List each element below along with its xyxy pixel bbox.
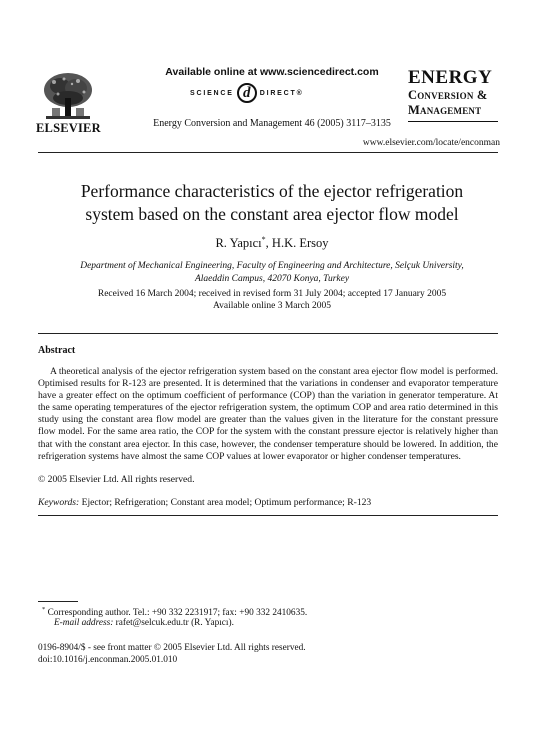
abstract-copyright: © 2005 Elsevier Ltd. All rights reserved. xyxy=(38,474,195,485)
author-2[interactable]: H.K. Ersoy xyxy=(271,236,329,251)
affiliation-line2: Alaeddin Campus, 42070 Konya, Turkey xyxy=(194,274,350,284)
abstract-body xyxy=(38,366,498,463)
abstract-heading: Abstract xyxy=(38,345,76,356)
email-footnote xyxy=(54,618,234,628)
keywords-list: Ejector; Refrigeration; Constant area model; Optimum performance; R-123 xyxy=(81,497,372,508)
email-link[interactable]: rafet@selcuk.edu.tr xyxy=(115,618,189,628)
article-title-line2: system based on the constant area ejector flow model xyxy=(85,204,459,224)
journal-brand-line3: Management xyxy=(408,102,482,117)
header-divider xyxy=(38,152,498,153)
sciencedirect-left-word: SCIENCE xyxy=(190,89,234,97)
abstract-text: A theoretical analysis of the ejector refrigeration system based on the constant area ejector flow model is performed. Optimised results for R-123 are presented. It is determined that the variations in condenser and evaporator temperature have a greater effect on the optimum coefficient of performance (COP) than the variation in generator temperature. At the same operating temperatures of the ejector refrigeration system, the optimum COP and area ratio determined in this study using the constant area flow model are greater than the values given in the literature for the constant pressure flow model. For the same area ratio, the COP for the system with the constant pressure ejector is relatively higher than that with the constant area ejector. In this case, however, the condenser temperature should be lowered. In addition, the refrigeration systems have almost the same COP values at lower evaporator or higher condenser temperatures. xyxy=(38,366,498,462)
issn-doi-block xyxy=(38,642,306,666)
author-list xyxy=(38,235,506,251)
sciencedirect-right-word: DIRECT® xyxy=(259,89,304,97)
affiliation-line1: Department of Mechanical Engineering, Faculty of Engineering and Architecture, Selçuk University, xyxy=(80,261,464,271)
email-label: E-mail address: xyxy=(54,618,114,628)
journal-brand-line2: Conversion & xyxy=(408,88,488,102)
issn-line: 0196-8904/$ - see front matter © 2005 Elsevier Ltd. All rights reserved. xyxy=(38,643,306,653)
article-title xyxy=(38,180,506,226)
available-online-text: Available online at www.sciencedirect.com xyxy=(165,66,379,78)
corresponding-author-mark[interactable]: * xyxy=(261,235,266,244)
article-history xyxy=(38,288,506,312)
journal-brand-line1: ENERGY xyxy=(408,67,493,88)
sciencedirect-logo xyxy=(190,82,304,104)
abstract-top-divider xyxy=(38,333,498,334)
journal-url-link[interactable]: www.elsevier.com/locate/enconman xyxy=(362,138,500,148)
doi-link[interactable]: doi:10.1016/j.enconman.2005.01.010 xyxy=(38,655,178,665)
keywords-label: Keywords: xyxy=(38,497,80,508)
footnote-divider xyxy=(38,601,78,602)
abstract-bottom-divider xyxy=(38,515,498,516)
publisher-name: ELSEVIER xyxy=(36,121,101,135)
affiliation xyxy=(60,260,484,286)
journal-brand-logo xyxy=(408,68,500,122)
author-separator: , xyxy=(265,236,272,251)
journal-citation: Energy Conversion and Management 46 (2005) 3117–3135 xyxy=(153,118,391,129)
corresponding-author-text: Corresponding author. Tel.: +90 332 2231917; fax: +90 332 2410635. xyxy=(47,608,308,619)
keywords xyxy=(38,497,498,508)
article-title-line1: Performance characteristics of the ejector refrigeration xyxy=(80,181,464,201)
footnote-mark: * xyxy=(42,606,46,613)
journal-brand-rule xyxy=(408,121,498,122)
received-dates: Received 16 March 2004; received in revised form 31 July 2004; accepted 17 January 2005 xyxy=(97,289,447,299)
email-suffix: (R. Yapıcı). xyxy=(191,618,234,628)
author-1[interactable]: R. Yapıcı xyxy=(215,236,262,251)
corresponding-author-footnote xyxy=(42,606,307,618)
sciencedirect-at-icon: d xyxy=(237,83,257,103)
available-online-date: Available online 3 March 2005 xyxy=(212,301,331,311)
